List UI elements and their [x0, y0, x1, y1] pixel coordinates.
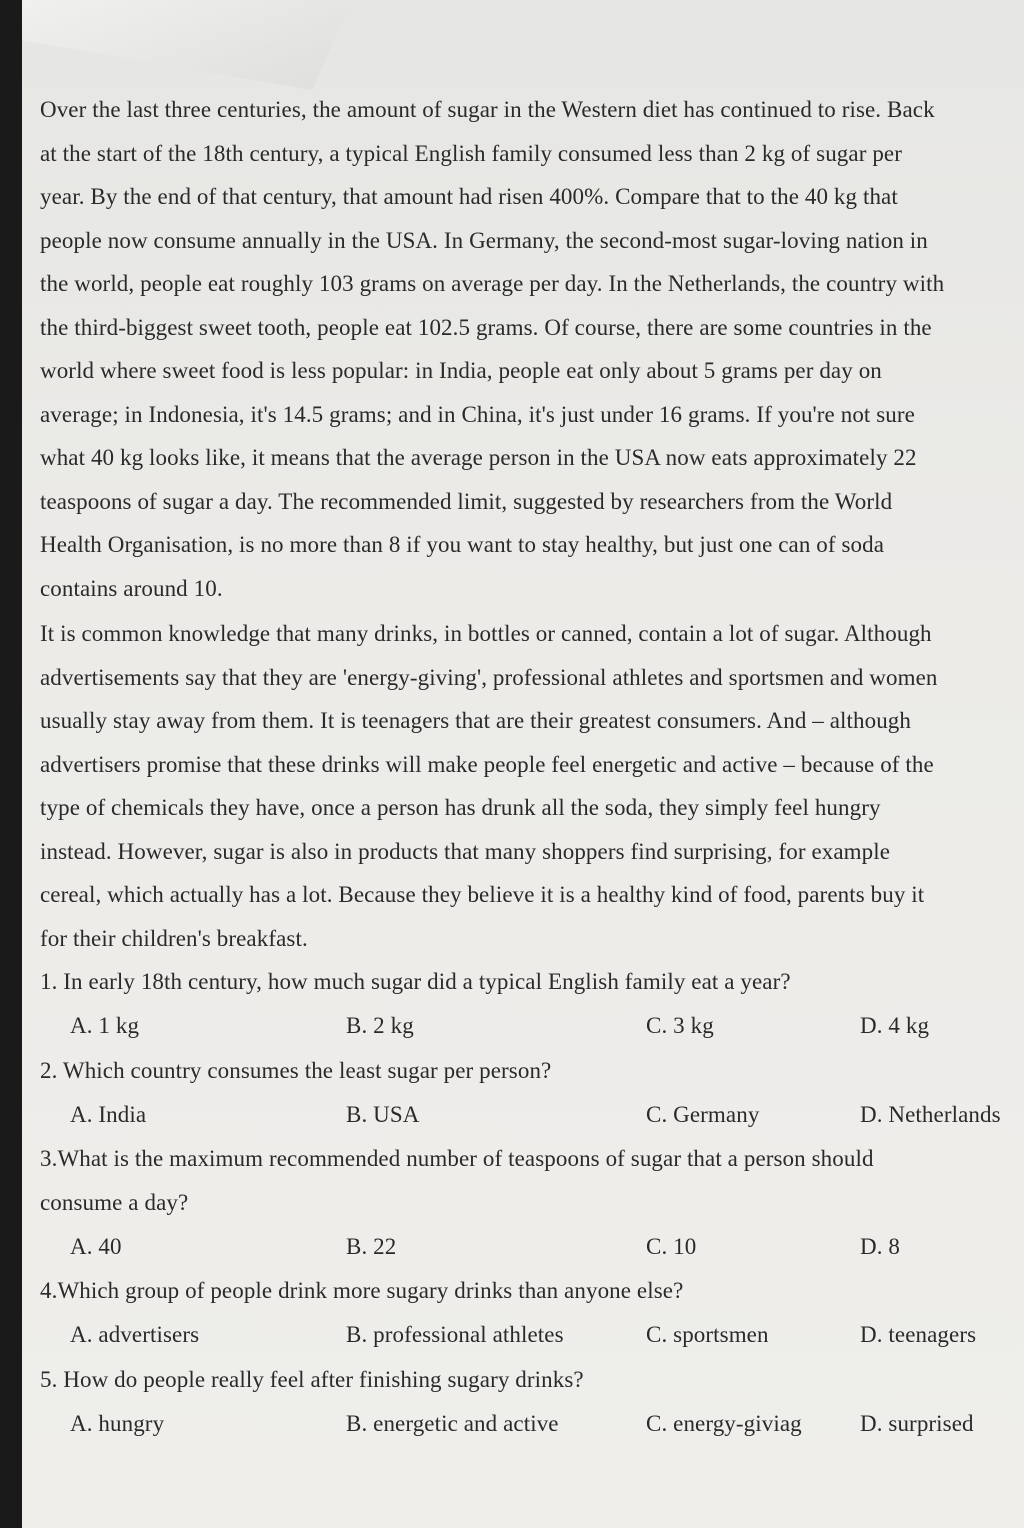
- question-5: [40, 1358, 1024, 1447]
- answer-options: [40, 1313, 1024, 1358]
- option-a[interactable]: A. advertisers: [70, 1322, 200, 1348]
- option-c[interactable]: C. 10: [646, 1233, 697, 1259]
- option-b[interactable]: B. 22: [346, 1233, 397, 1259]
- question-text: 4.Which group of people drink more sugary drinks than anyone else?: [40, 1278, 684, 1303]
- option-b[interactable]: B. USA: [346, 1101, 420, 1127]
- option-d[interactable]: D. 4 kg: [860, 1013, 930, 1039]
- passage-line: teaspoons of sugar a day. The recommended limit, suggested by researchers from the World: [40, 488, 893, 514]
- option-a[interactable]: A. 40: [70, 1233, 122, 1259]
- passage-line: world where sweet food is less popular: in India, people eat only about 5 grams per day on: [40, 358, 882, 383]
- option-c[interactable]: C. Germany: [646, 1101, 760, 1127]
- answer-options: [40, 1092, 1024, 1137]
- answer-options: [40, 1004, 1024, 1049]
- option-a[interactable]: A. hungry: [70, 1410, 165, 1436]
- option-c[interactable]: C. energy-giviag: [646, 1410, 802, 1436]
- passage-line: type of chemicals they have, once a person has drunk all the soda, they simply feel hungry: [40, 795, 881, 820]
- option-a[interactable]: A. 1 kg: [70, 1013, 140, 1039]
- passage-line: advertisers promise that these drinks will make people feel energetic and active – because of the: [40, 751, 934, 777]
- document-page: [22, 0, 1024, 1528]
- answer-options: [40, 1401, 1024, 1446]
- question-text: 3.What is the maximum recommended number of teaspoons of sugar that a person should: [40, 1146, 874, 1171]
- passage-line: Over the last three centuries, the amount of sugar in the Western diet has continued to rise. Back: [40, 97, 935, 122]
- passage-line: at the start of the 18th century, a typical English family consumed less than 2 kg of sugar per: [40, 140, 902, 166]
- passage-paragraph-1: [40, 88, 1024, 610]
- passage-line: the third-biggest sweet tooth, people eat 102.5 grams. Of course, there are some countries in the: [40, 314, 932, 340]
- passage-line: cereal, which actually has a lot. Because they believe it is a healthy kind of food, parents buy it: [40, 882, 925, 907]
- passage-line: usually stay away from them. It is teenagers that are their greatest consumers. And – although: [40, 708, 912, 733]
- option-d[interactable]: D. 8: [860, 1233, 901, 1259]
- question-2: [40, 1049, 1024, 1138]
- question-text: 2. Which country consumes the least sugar per person?: [40, 1057, 552, 1083]
- passage-line: people now consume annually in the USA. In Germany, the second-most sugar-loving nation in: [40, 227, 928, 253]
- option-c[interactable]: C. 3 kg: [646, 1013, 714, 1039]
- passage-paragraph-2: [40, 612, 1024, 960]
- passage-line: year. By the end of that century, that amount had risen 400%. Compare that to the 40 kg that: [40, 184, 898, 209]
- passage-line: instead. However, sugar is also in products that many shoppers find surprising, for example: [40, 838, 891, 864]
- passage-line: It is common knowledge that many drinks, in bottles or canned, contain a lot of sugar. Although: [40, 621, 932, 646]
- option-b[interactable]: B. professional athletes: [346, 1322, 564, 1348]
- passage-line: Health Organisation, is no more than 8 if you want to stay healthy, but just one can of soda: [40, 532, 885, 557]
- passage-line: contains around 10.: [40, 575, 223, 601]
- option-a[interactable]: A. India: [70, 1101, 147, 1127]
- passage-line: for their children's breakfast.: [40, 925, 308, 951]
- passage-line: what 40 kg looks like, it means that the average person in the USA now eats approximately 22: [40, 445, 917, 470]
- question-3: [40, 1137, 1024, 1269]
- question-4: [40, 1269, 1024, 1358]
- option-d[interactable]: D. surprised: [860, 1410, 974, 1436]
- question-text: 5. How do people really feel after finishing sugary drinks?: [40, 1366, 584, 1392]
- option-b[interactable]: B. energetic and active: [346, 1410, 559, 1436]
- option-b[interactable]: B. 2 kg: [346, 1013, 414, 1039]
- answer-options: [40, 1224, 1024, 1269]
- passage-line: average; in Indonesia, it's 14.5 grams; and in China, it's just under 16 grams. If you're not sure: [40, 401, 915, 427]
- question-text-continued: consume a day?: [40, 1189, 189, 1215]
- question-1: [40, 960, 1024, 1049]
- paper-fold-corner: [22, 0, 352, 90]
- worksheet-content: [40, 88, 1024, 1446]
- passage-line: advertisements say that they are 'energy-giving', professional athletes and sportsmen and women: [40, 664, 938, 690]
- question-text: 1. In early 18th century, how much sugar did a typical English family eat a year?: [40, 969, 791, 994]
- option-d[interactable]: D. Netherlands: [860, 1101, 1001, 1127]
- option-c[interactable]: C. sportsmen: [646, 1322, 769, 1348]
- passage-line: the world, people eat roughly 103 grams on average per day. In the Netherlands, the country with: [40, 271, 945, 296]
- option-d[interactable]: D. teenagers: [860, 1322, 977, 1348]
